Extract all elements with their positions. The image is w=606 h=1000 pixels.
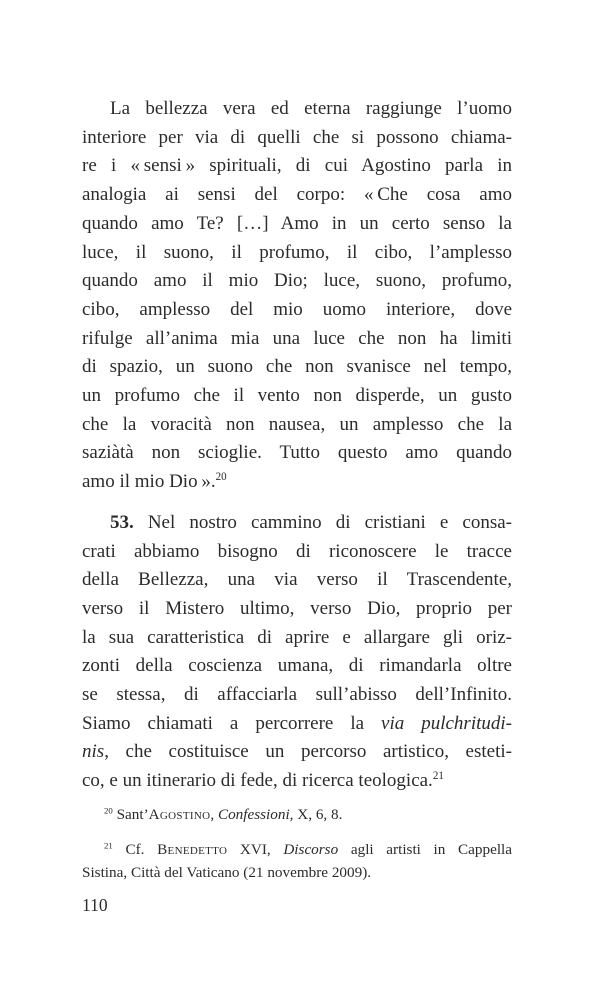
text-run: la sua caratteristica di aprire e allargare gli oriz- bbox=[82, 626, 512, 648]
footnote-21 bbox=[82, 838, 512, 884]
text-line bbox=[82, 803, 512, 826]
text-line bbox=[82, 838, 512, 861]
superscript-ref: 20 bbox=[104, 805, 113, 816]
text-run: agli artisti in Cappella bbox=[338, 840, 513, 858]
footnotes bbox=[82, 803, 512, 884]
text-line bbox=[82, 267, 512, 296]
text-line bbox=[82, 468, 512, 497]
italic-run: via pulchritudi- bbox=[381, 712, 512, 734]
text-run: che la voracità non nausea, un amplesso che la bbox=[82, 413, 512, 435]
text-line bbox=[82, 738, 512, 767]
text-line bbox=[82, 411, 512, 440]
text-line bbox=[82, 296, 512, 325]
text-line bbox=[82, 595, 512, 624]
text-run: re i « sensi » spirituali, di cui Agostino parla in bbox=[82, 155, 512, 177]
text-run: saziàtà non scioglie. Tutto questo amo quando bbox=[82, 442, 512, 464]
text-line bbox=[82, 382, 512, 411]
superscript-ref: 21 bbox=[432, 770, 444, 783]
text-run: , che costituisce un percorso artistico, esteti- bbox=[104, 741, 512, 763]
text-line bbox=[82, 239, 512, 268]
text-run: crati abbiamo bisogno di riconoscere le tracce bbox=[82, 540, 512, 562]
text-run: luce, il suono, il profumo, il cibo, l’amplesso bbox=[82, 241, 512, 263]
superscript-ref: 20 bbox=[215, 471, 227, 484]
text-line bbox=[82, 710, 512, 739]
text-run: , X, 6, 8. bbox=[289, 805, 343, 823]
text-line bbox=[82, 353, 512, 382]
superscript-ref: 21 bbox=[104, 840, 113, 851]
text-run: La bellezza vera ed eterna raggiunge l’uomo bbox=[110, 98, 512, 119]
text-line bbox=[82, 325, 512, 354]
text-run: amo il mio Dio ». bbox=[82, 471, 216, 493]
text-run: un profumo che il vento non disperde, un gusto bbox=[82, 385, 512, 407]
smallcaps-run: Agostino bbox=[148, 805, 211, 823]
text-run: Nel nostro cammino di cristiani e consa- bbox=[133, 511, 512, 533]
paragraph-quote-agostino bbox=[82, 95, 512, 497]
italic-run: Confessioni bbox=[217, 805, 290, 823]
text-line bbox=[82, 767, 512, 796]
text-run: cibo, amplesso del mio uomo interiore, dove bbox=[82, 298, 512, 320]
text-run: co, e un itinerario di fede, di ricerca teologica. bbox=[82, 770, 433, 792]
body-text bbox=[82, 95, 512, 796]
text-run: della Bellezza, una via verso il Trascendente, bbox=[82, 569, 512, 591]
text-run: Sant’ bbox=[112, 805, 149, 823]
text-line bbox=[82, 95, 512, 124]
page-number: 110 bbox=[82, 895, 108, 915]
text-line bbox=[82, 210, 512, 239]
text-run: analogia ai sensi del corpo: « Che cosa amo bbox=[82, 184, 512, 206]
text-line bbox=[82, 624, 512, 653]
text-line bbox=[82, 861, 512, 884]
text-run: zonti della coscienza umana, di rimandarla oltre bbox=[82, 655, 512, 677]
text-line bbox=[82, 152, 512, 181]
text-run: Sistina, Città del Vaticano (21 novembre 2009). bbox=[82, 863, 372, 881]
text-run: di spazio, un suono che non svanisce nel tempo, bbox=[82, 356, 512, 378]
text-run: , bbox=[210, 805, 218, 823]
paragraph-53 bbox=[82, 509, 512, 796]
text-line bbox=[82, 538, 512, 567]
text-run: interiore per via di quelli che si possono chiama- bbox=[82, 126, 512, 148]
text-line bbox=[82, 509, 512, 538]
italic-run: nis bbox=[82, 741, 105, 763]
footnote-20 bbox=[82, 803, 512, 826]
text-line bbox=[82, 439, 512, 468]
italic-run: Discorso bbox=[283, 840, 339, 858]
text-run: Siamo chiamati a percorrere la bbox=[82, 712, 382, 734]
text-line bbox=[82, 181, 512, 210]
text-run: quando amo Te? […] Amo in un certo senso la bbox=[82, 212, 512, 234]
text-run: XVI, bbox=[227, 840, 284, 858]
text-run: se stessa, di affacciarla sull’abisso dell’Infinito. bbox=[82, 684, 512, 706]
smallcaps-run: Benedetto bbox=[157, 840, 228, 858]
text-block bbox=[82, 95, 512, 884]
bold-run: 53. bbox=[110, 511, 134, 533]
text-run: quando amo il mio Dio; luce, suono, profumo, bbox=[82, 270, 512, 292]
text-run: verso il Mistero ultimo, verso Dio, proprio per bbox=[82, 597, 512, 619]
text-line bbox=[82, 124, 512, 153]
text-run: rifulge all’anima mia una luce che non ha limiti bbox=[82, 327, 512, 349]
text-run: Cf. bbox=[112, 840, 158, 858]
text-line bbox=[82, 652, 512, 681]
text-line bbox=[82, 566, 512, 595]
text-line bbox=[82, 681, 512, 710]
